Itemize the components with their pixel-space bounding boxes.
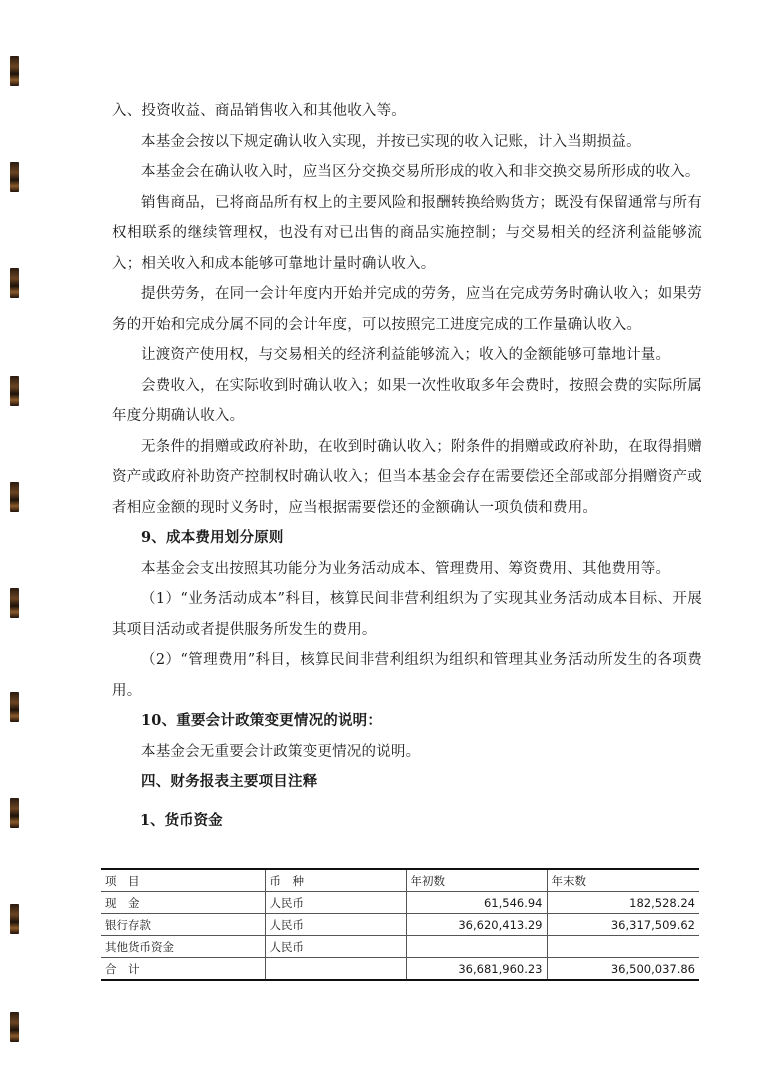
column-header: 项 目	[101, 869, 265, 892]
paragraph: 销售商品，已将商品所有权上的主要风险和报酬转换给购货方；既没有保留通常与所有权相联系的继续管理权，也没有对已出售的商品实施控制；与交易相关的经济利益能够流入；相关收入和成本能够可靠地计量时确认收入。	[112, 194, 702, 272]
paragraph: 本基金会按以下规定确认收入实现，并按已实现的收入记账，计入当期损益。	[141, 133, 641, 150]
binding-mark	[10, 482, 19, 512]
paragraph: 本基金会在确认收入时，应当区分交换交易所形成的收入和非交换交易所形成的收入。	[141, 164, 700, 180]
binding-marks	[10, 0, 24, 1088]
binding-mark	[10, 588, 19, 618]
paragraph: （1）“业务活动成本”科目，核算民间非营利组织为了实现其业务活动成本目标、开展其项目活动或者提供服务所发生的费用。	[112, 591, 702, 638]
table-header-row	[101, 869, 699, 892]
table-cell: 银行存款	[101, 914, 265, 936]
table-cell	[265, 958, 406, 981]
table-row	[101, 914, 699, 936]
table-cell: 人民币	[265, 936, 406, 958]
column-header: 年末数	[547, 869, 699, 892]
column-header: 币 种	[265, 869, 406, 892]
paragraph: 提供劳务，在同一会计年度内开始并完成的劳务，应当在完成劳务时确认收入；如果劳务的开始和完成分属不同的会计年度，可以按照完工进度完成的工作量确认收入。	[112, 286, 702, 333]
table-cell	[406, 936, 547, 958]
table-cell: 36,317,509.62	[547, 914, 699, 936]
document-body	[112, 96, 702, 836]
paragraph: 本基金会支出按照其功能分为业务活动成本、管理费用、筹资费用、其他费用等。	[141, 560, 671, 577]
table-cell: 人民币	[265, 892, 406, 914]
table-cell: 61,546.94	[406, 892, 547, 914]
section-heading: 四、财务报表主要项目注释	[141, 773, 318, 790]
binding-mark	[10, 692, 19, 722]
paragraph: 无条件的捐赠或政府补助，在收到时确认收入；附条件的捐赠或政府补助，在取得捐赠资产或政府补助资产控制权时确认收入；但当本基金会存在需要偿还全部或部分捐赠资产或者相应金额的现时义务时，应当根据需要偿还的金额确认一项负债和费用。	[112, 438, 702, 516]
paragraph: 入、投资收益、商品销售收入和其他收入等。	[112, 103, 406, 119]
section-heading: 10、重要会计政策变更情况的说明：	[141, 712, 383, 729]
table-row	[101, 936, 699, 958]
table-total-row	[101, 958, 699, 981]
paragraph: （2）“管理费用”科目，核算民间非营利组织为组织和管理其业务活动所发生的各项费用。	[112, 652, 702, 699]
binding-mark	[10, 162, 19, 192]
binding-mark	[10, 268, 19, 298]
binding-mark	[10, 798, 19, 828]
paragraph: 本基金会无重要会计政策变更情况的说明。	[141, 743, 421, 760]
column-header: 年初数	[406, 869, 547, 892]
table-row	[101, 892, 699, 914]
table-cell: 现 金	[101, 892, 265, 914]
paragraph: 让渡资产使用权，与交易相关的经济利益能够流入；收入的金额能够可靠地计量。	[141, 347, 671, 363]
table-cell: 合 计	[101, 958, 265, 981]
section-heading: 9、成本费用划分原则	[141, 529, 284, 546]
binding-mark	[10, 376, 19, 406]
binding-mark	[10, 904, 19, 934]
table-cell: 其他货币资金	[101, 936, 265, 958]
table-cell: 36,620,413.29	[406, 914, 547, 936]
paragraph: 会费收入，在实际收到时确认收入；如果一次性收取多年会费时，按照会费的实际所属年度分期确认收入。	[112, 377, 702, 424]
table-title: 1、货币资金	[140, 811, 223, 829]
table-cell: 182,528.24	[547, 892, 699, 914]
binding-mark	[10, 1012, 19, 1042]
cash-table	[101, 868, 699, 981]
table-cell: 36,500,037.86	[547, 958, 699, 981]
table-cell: 36,681,960.23	[406, 958, 547, 981]
table-cell	[547, 936, 699, 958]
binding-mark	[10, 56, 19, 86]
table-cell: 人民币	[265, 914, 406, 936]
